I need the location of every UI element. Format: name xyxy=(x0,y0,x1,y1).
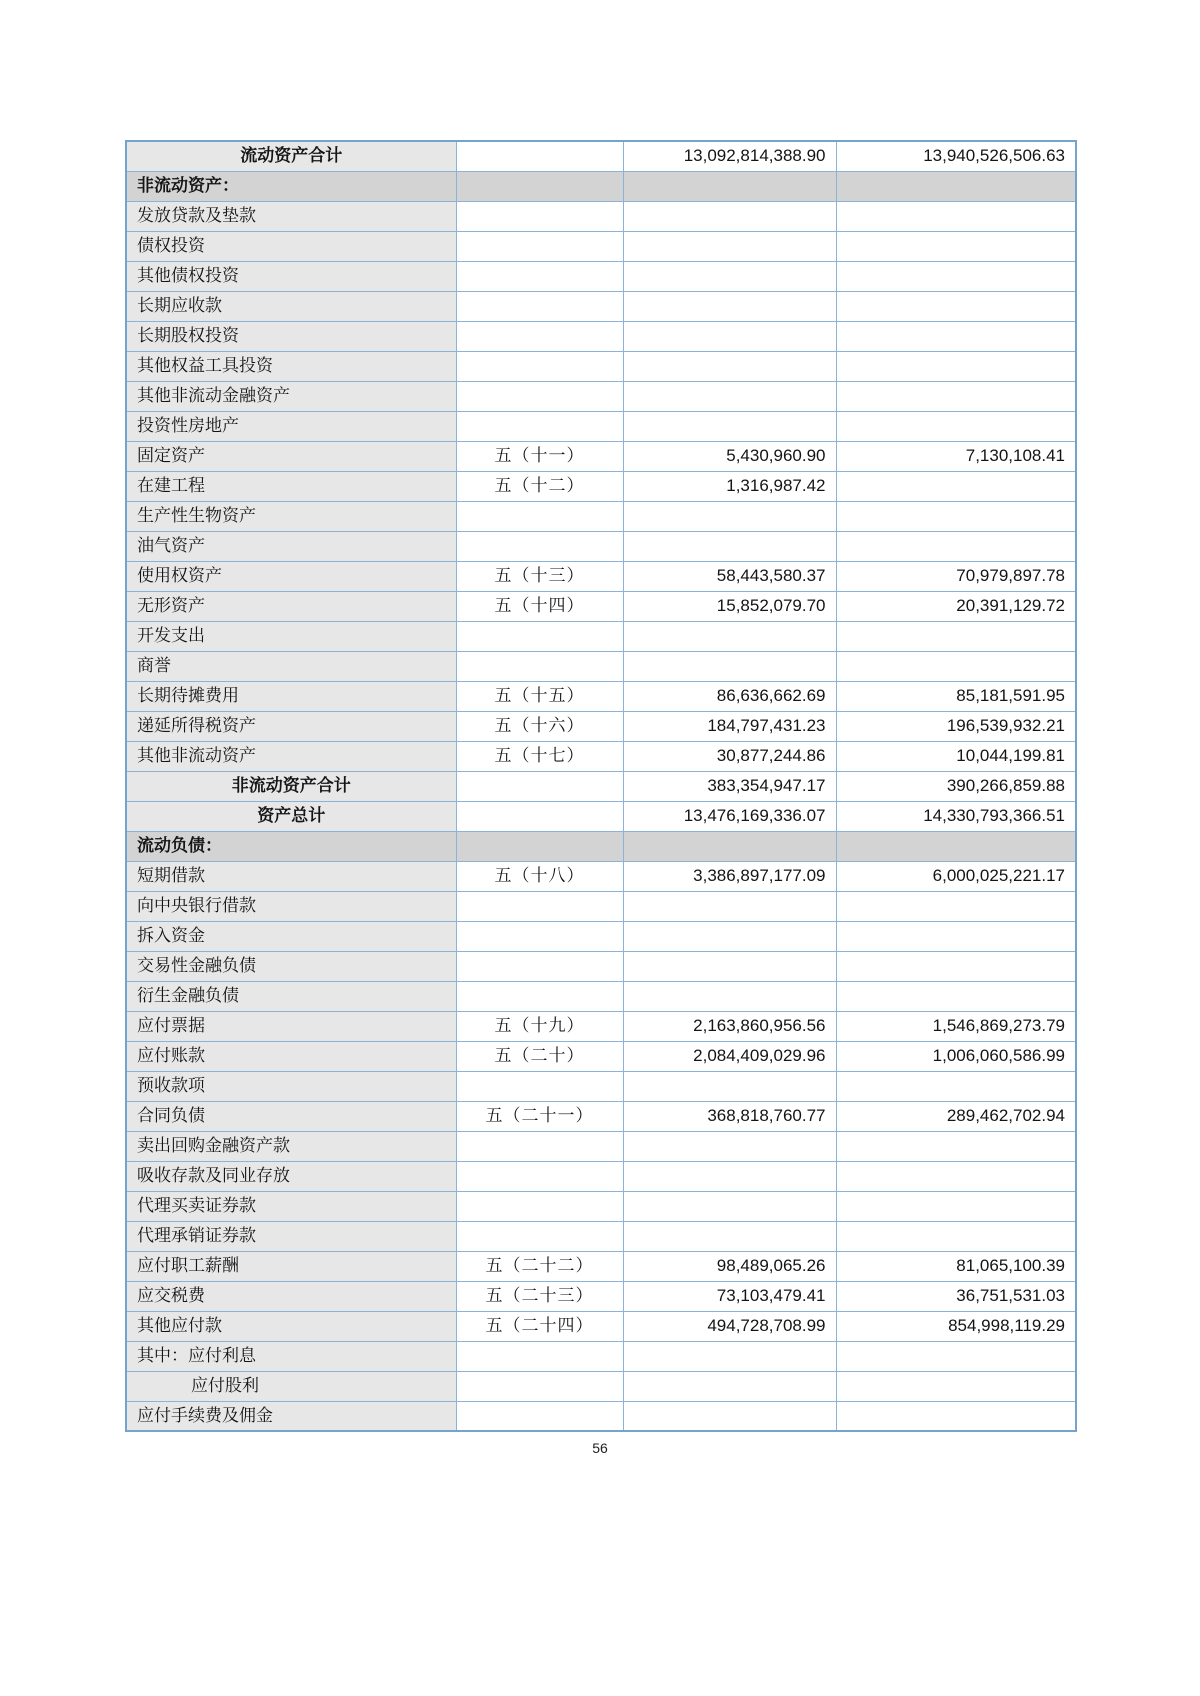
item-cell: 生产性生物资产 xyxy=(126,501,456,531)
table-row xyxy=(126,471,1076,501)
current-amount-cell: 368,818,760.77 xyxy=(623,1101,836,1131)
table-row xyxy=(126,381,1076,411)
current-amount-cell xyxy=(623,501,836,531)
prior-amount-cell xyxy=(836,1131,1076,1161)
note-cell xyxy=(456,1341,623,1371)
table-row xyxy=(126,231,1076,261)
table-row xyxy=(126,1401,1076,1431)
item-cell: 代理买卖证券款 xyxy=(126,1191,456,1221)
current-amount-cell: 494,728,708.99 xyxy=(623,1311,836,1341)
current-amount-cell: 383,354,947.17 xyxy=(623,771,836,801)
prior-amount-cell xyxy=(836,981,1076,1011)
note-cell xyxy=(456,831,623,861)
prior-amount-cell xyxy=(836,1221,1076,1251)
item-cell: 递延所得税资产 xyxy=(126,711,456,741)
table-row xyxy=(126,411,1076,441)
note-cell: 五（十九） xyxy=(456,1011,623,1041)
table-row xyxy=(126,921,1076,951)
table-row xyxy=(126,351,1076,381)
note-cell: 五（二十三） xyxy=(456,1281,623,1311)
current-amount-cell: 13,092,814,388.90 xyxy=(623,141,836,171)
prior-amount-cell xyxy=(836,501,1076,531)
note-cell xyxy=(456,321,623,351)
note-cell xyxy=(456,141,623,171)
table-row xyxy=(126,171,1076,201)
table-row xyxy=(126,321,1076,351)
note-cell: 五（十四） xyxy=(456,591,623,621)
item-cell: 非流动资产合计 xyxy=(126,771,456,801)
note-cell: 五（十七） xyxy=(456,741,623,771)
table-row xyxy=(126,831,1076,861)
table-row xyxy=(126,981,1076,1011)
current-amount-cell: 2,084,409,029.96 xyxy=(623,1041,836,1071)
page-number: 56 xyxy=(592,1440,608,1456)
note-cell xyxy=(456,891,623,921)
item-cell: 债权投资 xyxy=(126,231,456,261)
table-row xyxy=(126,261,1076,291)
item-cell: 长期股权投资 xyxy=(126,321,456,351)
table-row xyxy=(126,1221,1076,1251)
item-cell: 其他权益工具投资 xyxy=(126,351,456,381)
current-amount-cell xyxy=(623,201,836,231)
current-amount-cell xyxy=(623,1191,836,1221)
prior-amount-cell xyxy=(836,201,1076,231)
note-cell xyxy=(456,171,623,201)
note-cell xyxy=(456,981,623,1011)
item-cell: 应付账款 xyxy=(126,1041,456,1071)
note-cell xyxy=(456,381,623,411)
current-amount-cell xyxy=(623,951,836,981)
current-amount-cell xyxy=(623,621,836,651)
item-cell: 流动资产合计 xyxy=(126,141,456,171)
prior-amount-cell: 36,751,531.03 xyxy=(836,1281,1076,1311)
note-cell xyxy=(456,921,623,951)
item-cell: 资产总计 xyxy=(126,801,456,831)
current-amount-cell xyxy=(623,981,836,1011)
table-row xyxy=(126,141,1076,171)
note-cell: 五（二十） xyxy=(456,1041,623,1071)
table-row xyxy=(126,441,1076,471)
table-row xyxy=(126,1101,1076,1131)
table-row xyxy=(126,291,1076,321)
prior-amount-cell xyxy=(836,921,1076,951)
item-cell: 无形资产 xyxy=(126,591,456,621)
table-row xyxy=(126,1071,1076,1101)
prior-amount-cell xyxy=(836,891,1076,921)
prior-amount-cell xyxy=(836,291,1076,321)
prior-amount-cell xyxy=(836,411,1076,441)
prior-amount-cell xyxy=(836,1401,1076,1431)
item-cell: 交易性金融负债 xyxy=(126,951,456,981)
item-cell: 应付职工薪酬 xyxy=(126,1251,456,1281)
note-cell xyxy=(456,1131,623,1161)
current-amount-cell xyxy=(623,411,836,441)
table-row xyxy=(126,711,1076,741)
prior-amount-cell: 70,979,897.78 xyxy=(836,561,1076,591)
current-amount-cell xyxy=(623,1371,836,1401)
table-row xyxy=(126,1371,1076,1401)
prior-amount-cell xyxy=(836,1341,1076,1371)
table-row xyxy=(126,951,1076,981)
current-amount-cell xyxy=(623,921,836,951)
table-row xyxy=(126,1251,1076,1281)
current-amount-cell xyxy=(623,291,836,321)
item-cell: 衍生金融负债 xyxy=(126,981,456,1011)
table-row xyxy=(126,561,1076,591)
table-row xyxy=(126,861,1076,891)
current-amount-cell xyxy=(623,1071,836,1101)
table-row xyxy=(126,801,1076,831)
note-cell: 五（十一） xyxy=(456,441,623,471)
prior-amount-cell xyxy=(836,171,1076,201)
table-row xyxy=(126,1041,1076,1071)
prior-amount-cell: 289,462,702.94 xyxy=(836,1101,1076,1131)
note-cell xyxy=(456,231,623,261)
current-amount-cell xyxy=(623,891,836,921)
note-cell: 五（十八） xyxy=(456,861,623,891)
item-cell: 卖出回购金融资产款 xyxy=(126,1131,456,1161)
current-amount-cell: 13,476,169,336.07 xyxy=(623,801,836,831)
item-cell: 合同负债 xyxy=(126,1101,456,1131)
item-cell: 在建工程 xyxy=(126,471,456,501)
current-amount-cell: 98,489,065.26 xyxy=(623,1251,836,1281)
prior-amount-cell xyxy=(836,351,1076,381)
item-cell: 非流动资产： xyxy=(126,171,456,201)
table-row xyxy=(126,621,1076,651)
note-cell xyxy=(456,1161,623,1191)
prior-amount-cell xyxy=(836,1371,1076,1401)
table-row xyxy=(126,891,1076,921)
prior-amount-cell: 7,130,108.41 xyxy=(836,441,1076,471)
prior-amount-cell: 81,065,100.39 xyxy=(836,1251,1076,1281)
note-cell: 五（二十一） xyxy=(456,1101,623,1131)
note-cell xyxy=(456,261,623,291)
table-row xyxy=(126,1011,1076,1041)
prior-amount-cell xyxy=(836,1071,1076,1101)
item-cell: 长期待摊费用 xyxy=(126,681,456,711)
note-cell xyxy=(456,201,623,231)
current-amount-cell xyxy=(623,261,836,291)
balance-sheet-body xyxy=(126,141,1076,1431)
item-cell: 代理承销证券款 xyxy=(126,1221,456,1251)
item-cell: 固定资产 xyxy=(126,441,456,471)
prior-amount-cell: 85,181,591.95 xyxy=(836,681,1076,711)
current-amount-cell: 5,430,960.90 xyxy=(623,441,836,471)
table-row xyxy=(126,771,1076,801)
item-cell: 应付股利 xyxy=(126,1371,456,1401)
current-amount-cell xyxy=(623,831,836,861)
note-cell: 五（二十四） xyxy=(456,1311,623,1341)
prior-amount-cell: 14,330,793,366.51 xyxy=(836,801,1076,831)
table-row xyxy=(126,681,1076,711)
current-amount-cell xyxy=(623,1221,836,1251)
item-cell: 吸收存款及同业存放 xyxy=(126,1161,456,1191)
item-cell: 应付票据 xyxy=(126,1011,456,1041)
item-cell: 投资性房地产 xyxy=(126,411,456,441)
prior-amount-cell xyxy=(836,651,1076,681)
current-amount-cell xyxy=(623,321,836,351)
prior-amount-cell: 1,546,869,273.79 xyxy=(836,1011,1076,1041)
prior-amount-cell xyxy=(836,321,1076,351)
note-cell xyxy=(456,351,623,381)
current-amount-cell: 184,797,431.23 xyxy=(623,711,836,741)
current-amount-cell xyxy=(623,171,836,201)
item-cell: 发放贷款及垫款 xyxy=(126,201,456,231)
current-amount-cell xyxy=(623,1341,836,1371)
note-cell xyxy=(456,621,623,651)
table-row xyxy=(126,531,1076,561)
note-cell xyxy=(456,1401,623,1431)
current-amount-cell xyxy=(623,351,836,381)
note-cell: 五（十二） xyxy=(456,471,623,501)
item-cell: 应交税费 xyxy=(126,1281,456,1311)
item-cell: 商誉 xyxy=(126,651,456,681)
prior-amount-cell: 1,006,060,586.99 xyxy=(836,1041,1076,1071)
prior-amount-cell: 10,044,199.81 xyxy=(836,741,1076,771)
note-cell xyxy=(456,771,623,801)
note-cell xyxy=(456,531,623,561)
current-amount-cell: 1,316,987.42 xyxy=(623,471,836,501)
table-row xyxy=(126,651,1076,681)
table-row xyxy=(126,501,1076,531)
current-amount-cell xyxy=(623,1161,836,1191)
table-row xyxy=(126,1131,1076,1161)
item-cell: 其他债权投资 xyxy=(126,261,456,291)
current-amount-cell: 3,386,897,177.09 xyxy=(623,861,836,891)
current-amount-cell: 73,103,479.41 xyxy=(623,1281,836,1311)
note-cell xyxy=(456,291,623,321)
item-cell: 其他非流动资产 xyxy=(126,741,456,771)
prior-amount-cell xyxy=(836,1161,1076,1191)
note-cell xyxy=(456,1191,623,1221)
note-cell xyxy=(456,1071,623,1101)
table-row xyxy=(126,1281,1076,1311)
item-cell: 短期借款 xyxy=(126,861,456,891)
item-cell: 油气资产 xyxy=(126,531,456,561)
prior-amount-cell xyxy=(836,471,1076,501)
current-amount-cell: 86,636,662.69 xyxy=(623,681,836,711)
balance-sheet xyxy=(125,140,1075,1432)
prior-amount-cell: 20,391,129.72 xyxy=(836,591,1076,621)
prior-amount-cell xyxy=(836,1191,1076,1221)
table-row xyxy=(126,1161,1076,1191)
note-cell xyxy=(456,951,623,981)
item-cell: 长期应收款 xyxy=(126,291,456,321)
note-cell: 五（十三） xyxy=(456,561,623,591)
note-cell: 五（二十二） xyxy=(456,1251,623,1281)
current-amount-cell xyxy=(623,231,836,261)
table-row xyxy=(126,591,1076,621)
current-amount-cell: 15,852,079.70 xyxy=(623,591,836,621)
table-row xyxy=(126,741,1076,771)
current-amount-cell: 30,877,244.86 xyxy=(623,741,836,771)
current-amount-cell xyxy=(623,381,836,411)
prior-amount-cell xyxy=(836,381,1076,411)
item-cell: 其他非流动金融资产 xyxy=(126,381,456,411)
item-cell: 其中：应付利息 xyxy=(126,1341,456,1371)
prior-amount-cell: 390,266,859.88 xyxy=(836,771,1076,801)
table-row xyxy=(126,1341,1076,1371)
prior-amount-cell xyxy=(836,261,1076,291)
item-cell: 应付手续费及佣金 xyxy=(126,1401,456,1431)
prior-amount-cell: 196,539,932.21 xyxy=(836,711,1076,741)
prior-amount-cell xyxy=(836,531,1076,561)
prior-amount-cell xyxy=(836,831,1076,861)
note-cell xyxy=(456,411,623,441)
table-row xyxy=(126,1311,1076,1341)
note-cell xyxy=(456,501,623,531)
note-cell xyxy=(456,651,623,681)
item-cell: 向中央银行借款 xyxy=(126,891,456,921)
item-cell: 使用权资产 xyxy=(126,561,456,591)
item-cell: 拆入资金 xyxy=(126,921,456,951)
table-row xyxy=(126,1191,1076,1221)
current-amount-cell xyxy=(623,651,836,681)
note-cell xyxy=(456,801,623,831)
prior-amount-cell xyxy=(836,231,1076,261)
current-amount-cell xyxy=(623,1401,836,1431)
note-cell xyxy=(456,1221,623,1251)
item-cell: 开发支出 xyxy=(126,621,456,651)
current-amount-cell: 58,443,580.37 xyxy=(623,561,836,591)
prior-amount-cell xyxy=(836,621,1076,651)
current-amount-cell: 2,163,860,956.56 xyxy=(623,1011,836,1041)
item-cell: 其他应付款 xyxy=(126,1311,456,1341)
prior-amount-cell: 6,000,025,221.17 xyxy=(836,861,1076,891)
note-cell: 五（十五） xyxy=(456,681,623,711)
balance-sheet-table xyxy=(125,140,1077,1432)
item-cell: 流动负债： xyxy=(126,831,456,861)
table-row xyxy=(126,201,1076,231)
prior-amount-cell xyxy=(836,951,1076,981)
prior-amount-cell: 854,998,119.29 xyxy=(836,1311,1076,1341)
current-amount-cell xyxy=(623,531,836,561)
current-amount-cell xyxy=(623,1131,836,1161)
note-cell: 五（十六） xyxy=(456,711,623,741)
prior-amount-cell: 13,940,526,506.63 xyxy=(836,141,1076,171)
note-cell xyxy=(456,1371,623,1401)
item-cell: 预收款项 xyxy=(126,1071,456,1101)
